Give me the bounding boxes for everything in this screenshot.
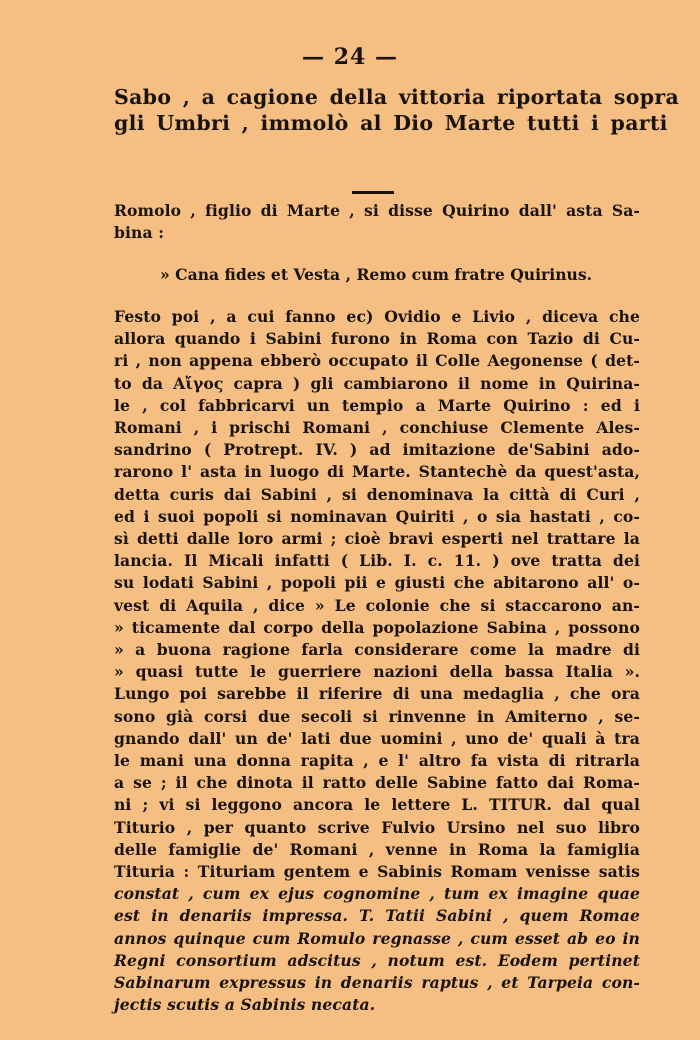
text-line: ri , non appena ebberò occupato il Colle Aegonense ( det- [114, 351, 640, 371]
latin-citation-line: jectis scutis a Sabinis necata. [114, 995, 376, 1015]
text-line: su lodati Sabini , popoli pii e giusti che abitarono all' o- [114, 573, 640, 593]
latin-citation-line: Sabinarum expressus in denariis raptus , et Tarpeia con- [114, 973, 640, 993]
text-line: Romolo , figlio di Marte , si disse Quirino dall' asta Sa- [114, 201, 640, 220]
text-line: Tituria : Tituriam gentem e Sabinis Romam venisse satis [114, 862, 640, 882]
text-line: le mani una donna rapita , e l' altro fa vista di ritrarla [114, 751, 640, 771]
text-line: Titurio , per quanto scrive Fulvio Ursino nel suo libro [114, 817, 640, 837]
page-number: — 24 — [302, 44, 398, 70]
text-line: bina : [114, 223, 165, 243]
opening-text [114, 84, 680, 136]
text-line: Lungo poi sarebbe il riferire di una medaglia , che ora [114, 684, 640, 704]
text-line: Festo poi , a cui fanno ec) Ovidio e Livio , diceva che [114, 307, 640, 326]
body-paragraph [114, 306, 640, 1017]
text-line: ed i suoi popoli si nominavan Quiriti , o sia hastati , co- [114, 506, 640, 526]
text-line: a se ; il che dinota il ratto delle Sabine fatto dai Roma- [114, 773, 640, 793]
intro-paragraph [114, 200, 640, 244]
opening-line: gli Umbri , immolò al Dio Marte tutti i parti [114, 111, 668, 135]
text-line: ni ; vi si leggono ancora le lettere L. TITUR. dal qual [114, 795, 640, 815]
text-line: delle famiglie de' Romani , venne in Roma la famiglia [114, 839, 640, 859]
latin-citation-line: annos quinque cum Romulo regnasse , cum esset ab eo in [114, 928, 640, 948]
text-line: detta curis dai Sabini , si denominava la città di Curi , [114, 484, 640, 504]
latin-citation-line: Regni consortium adscitus , notum est. Eodem pertinet [114, 950, 640, 970]
text-line: le , col fabbricarvi un tempio a Marte Quirino : ed i [114, 395, 640, 415]
text-line: allora quando i Sabini furono in Roma con Tazio di Cu- [114, 329, 640, 349]
latin-citation-line: constat , cum ex ejus cognomine , tum ex imagine quae [114, 884, 640, 904]
text-line: » ticamente dal corpo della popolazione Sabina , possono [114, 617, 640, 637]
latin-quote: » Cana fides et Vesta , Remo cum fratre Quirinus. [160, 265, 593, 284]
text-line: to da Αἴγος capra ) gli cambiarono il nome in Quirina- [114, 373, 640, 393]
text-line: » quasi tutte le guerriere nazioni della bassa Italia ». [114, 662, 640, 682]
text-line: rarono l' asta in luogo di Marte. Stantechè da quest'asta, [114, 462, 640, 482]
text-line: gnando dall' un de' lati due uomini , uno de' quali à tra [114, 728, 640, 748]
text-line: sandrino ( Protrept. IV. ) ad imitazione de'Sabini ado- [114, 440, 640, 460]
text-line: » a buona ragione farla considerare come la madre di [114, 640, 640, 660]
section-divider [352, 191, 394, 194]
text-line: vest di Aquila , dice » Le colonie che si staccarono an- [114, 595, 640, 615]
opening-line: Sabo , a cagione della vittoria riportata sopra [114, 85, 680, 109]
text-line: lancia. Il Micali infatti ( Lib. I. c. 11. ) ove tratta dei [114, 551, 640, 571]
latin-citation-line: est in denariis impressa. T. Tatii Sabini , quem Romae [114, 906, 640, 926]
text-line: sono già corsi due secoli si rinvenne in Amiterno , se- [114, 706, 640, 726]
text-line: sì detti dalle loro armi ; cioè bravi esperti nel trattare la [114, 529, 640, 549]
text-line: Romani , i prischi Romani , conchiuse Clemente Ales- [114, 418, 640, 438]
